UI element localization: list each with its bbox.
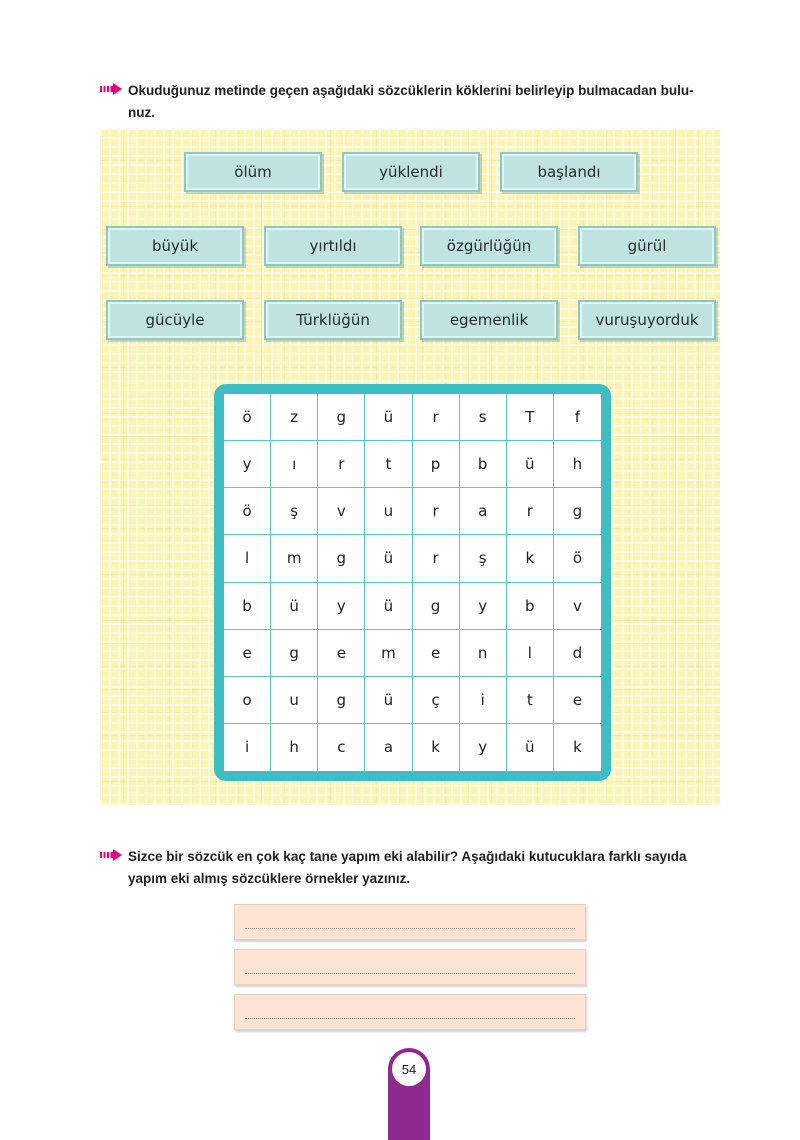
instruction-2 bbox=[100, 846, 725, 890]
grid-cell[interactable]: t bbox=[507, 677, 554, 724]
instruction-1-line-1: Okuduğunuz metinde geçen aşağıdaki sözcüklerin köklerini belirleyip bulmacadan bulu- bbox=[128, 83, 694, 98]
grid-cell[interactable]: e bbox=[413, 630, 460, 677]
grid-cell[interactable]: h bbox=[554, 441, 601, 488]
word-card: yüklendi bbox=[342, 152, 480, 192]
word-card: gürül bbox=[578, 226, 716, 266]
grid-cell[interactable]: l bbox=[224, 535, 271, 582]
grid-cell[interactable]: ö bbox=[224, 394, 271, 441]
page-number-tab bbox=[388, 1048, 430, 1140]
puzzle-panel bbox=[100, 130, 720, 805]
grid-cell[interactable]: g bbox=[318, 394, 365, 441]
grid-cell[interactable]: ş bbox=[271, 488, 318, 535]
grid-cell[interactable]: a bbox=[460, 488, 507, 535]
word-search-grid bbox=[224, 394, 601, 771]
word-card: özgürlüğün bbox=[420, 226, 558, 266]
dotted-line bbox=[245, 973, 575, 974]
word-card: ölüm bbox=[184, 152, 322, 192]
grid-cell[interactable]: g bbox=[413, 583, 460, 630]
grid-cell[interactable]: g bbox=[554, 488, 601, 535]
grid-cell[interactable]: ü bbox=[365, 583, 412, 630]
grid-cell[interactable]: ş bbox=[460, 535, 507, 582]
answer-field-3[interactable] bbox=[234, 994, 586, 1030]
grid-cell[interactable]: b bbox=[224, 583, 271, 630]
grid-cell[interactable]: ü bbox=[507, 724, 554, 771]
grid-cell[interactable]: p bbox=[413, 441, 460, 488]
grid-cell[interactable]: ü bbox=[365, 535, 412, 582]
word-card: egemenlik bbox=[420, 300, 558, 340]
grid-cell[interactable]: ü bbox=[507, 441, 554, 488]
grid-cell[interactable]: b bbox=[460, 441, 507, 488]
word-card: büyük bbox=[106, 226, 244, 266]
grid-cell[interactable]: y bbox=[224, 441, 271, 488]
grid-cell[interactable]: z bbox=[271, 394, 318, 441]
word-card: başlandı bbox=[500, 152, 638, 192]
word-card: Türklüğün bbox=[264, 300, 402, 340]
arrow-bullet-icon bbox=[100, 83, 122, 95]
grid-cell[interactable]: v bbox=[554, 583, 601, 630]
answer-field-2[interactable] bbox=[234, 949, 586, 985]
grid-cell[interactable]: ı bbox=[271, 441, 318, 488]
grid-cell[interactable]: k bbox=[413, 724, 460, 771]
grid-cell[interactable]: d bbox=[554, 630, 601, 677]
grid-cell[interactable]: i bbox=[460, 677, 507, 724]
grid-cell[interactable]: r bbox=[413, 394, 460, 441]
page-number: 54 bbox=[392, 1052, 426, 1086]
instruction-2-line-2: yapım eki almış sözcüklere örnekler yazınız. bbox=[128, 871, 411, 886]
grid-cell[interactable]: ü bbox=[365, 677, 412, 724]
grid-cell[interactable]: u bbox=[271, 677, 318, 724]
word-card: gücüyle bbox=[106, 300, 244, 340]
grid-cell[interactable]: m bbox=[271, 535, 318, 582]
grid-cell[interactable]: l bbox=[507, 630, 554, 677]
grid-cell[interactable]: T bbox=[507, 394, 554, 441]
grid-cell[interactable]: r bbox=[413, 488, 460, 535]
word-card: yırtıldı bbox=[264, 226, 402, 266]
grid-cell[interactable]: y bbox=[460, 583, 507, 630]
grid-cell[interactable]: g bbox=[318, 677, 365, 724]
grid-cell[interactable]: r bbox=[507, 488, 554, 535]
grid-cell[interactable]: ç bbox=[413, 677, 460, 724]
grid-cell[interactable]: t bbox=[365, 441, 412, 488]
grid-cell[interactable]: a bbox=[365, 724, 412, 771]
grid-cell[interactable]: e bbox=[318, 630, 365, 677]
word-card: vuruşuyorduk bbox=[578, 300, 716, 340]
grid-cell[interactable]: e bbox=[554, 677, 601, 724]
instruction-2-line-1: Sizce bir sözcük en çok kaç tane yapım eki alabilir? Aşağıdaki kutucuklara farklı sayıda bbox=[128, 849, 687, 864]
grid-cell[interactable]: ü bbox=[271, 583, 318, 630]
grid-cell[interactable]: o bbox=[224, 677, 271, 724]
grid-cell[interactable]: s bbox=[460, 394, 507, 441]
dotted-line bbox=[245, 928, 575, 929]
grid-cell[interactable]: m bbox=[365, 630, 412, 677]
grid-cell[interactable]: g bbox=[318, 535, 365, 582]
grid-cell[interactable]: e bbox=[224, 630, 271, 677]
grid-cell[interactable]: c bbox=[318, 724, 365, 771]
answer-field-1[interactable] bbox=[234, 904, 586, 940]
grid-cell[interactable]: u bbox=[365, 488, 412, 535]
grid-cell[interactable]: k bbox=[573, 738, 582, 757]
grid-cell[interactable]: v bbox=[318, 488, 365, 535]
dotted-line bbox=[245, 1018, 575, 1019]
grid-cell[interactable]: ü bbox=[365, 394, 412, 441]
grid-cell[interactable]: f bbox=[554, 394, 601, 441]
arrow-bullet-icon bbox=[100, 849, 122, 861]
grid-cell[interactable]: h bbox=[271, 724, 318, 771]
grid-cell[interactable]: y bbox=[318, 583, 365, 630]
instruction-1-line-2: nuz. bbox=[128, 105, 155, 120]
grid-cell[interactable]: g bbox=[271, 630, 318, 677]
grid-cell[interactable]: b bbox=[507, 583, 554, 630]
grid-cell[interactable]: r bbox=[413, 535, 460, 582]
word-search-frame bbox=[214, 384, 611, 781]
grid-cell[interactable]: ö bbox=[224, 488, 271, 535]
grid-cell[interactable]: y bbox=[460, 724, 507, 771]
grid-cell[interactable]: n bbox=[460, 630, 507, 677]
grid-cell[interactable]: i bbox=[224, 724, 271, 771]
grid-cell[interactable]: r bbox=[318, 441, 365, 488]
instruction-1 bbox=[100, 80, 725, 124]
grid-cell[interactable]: k bbox=[507, 535, 554, 582]
grid-cell[interactable]: ö bbox=[554, 535, 601, 582]
